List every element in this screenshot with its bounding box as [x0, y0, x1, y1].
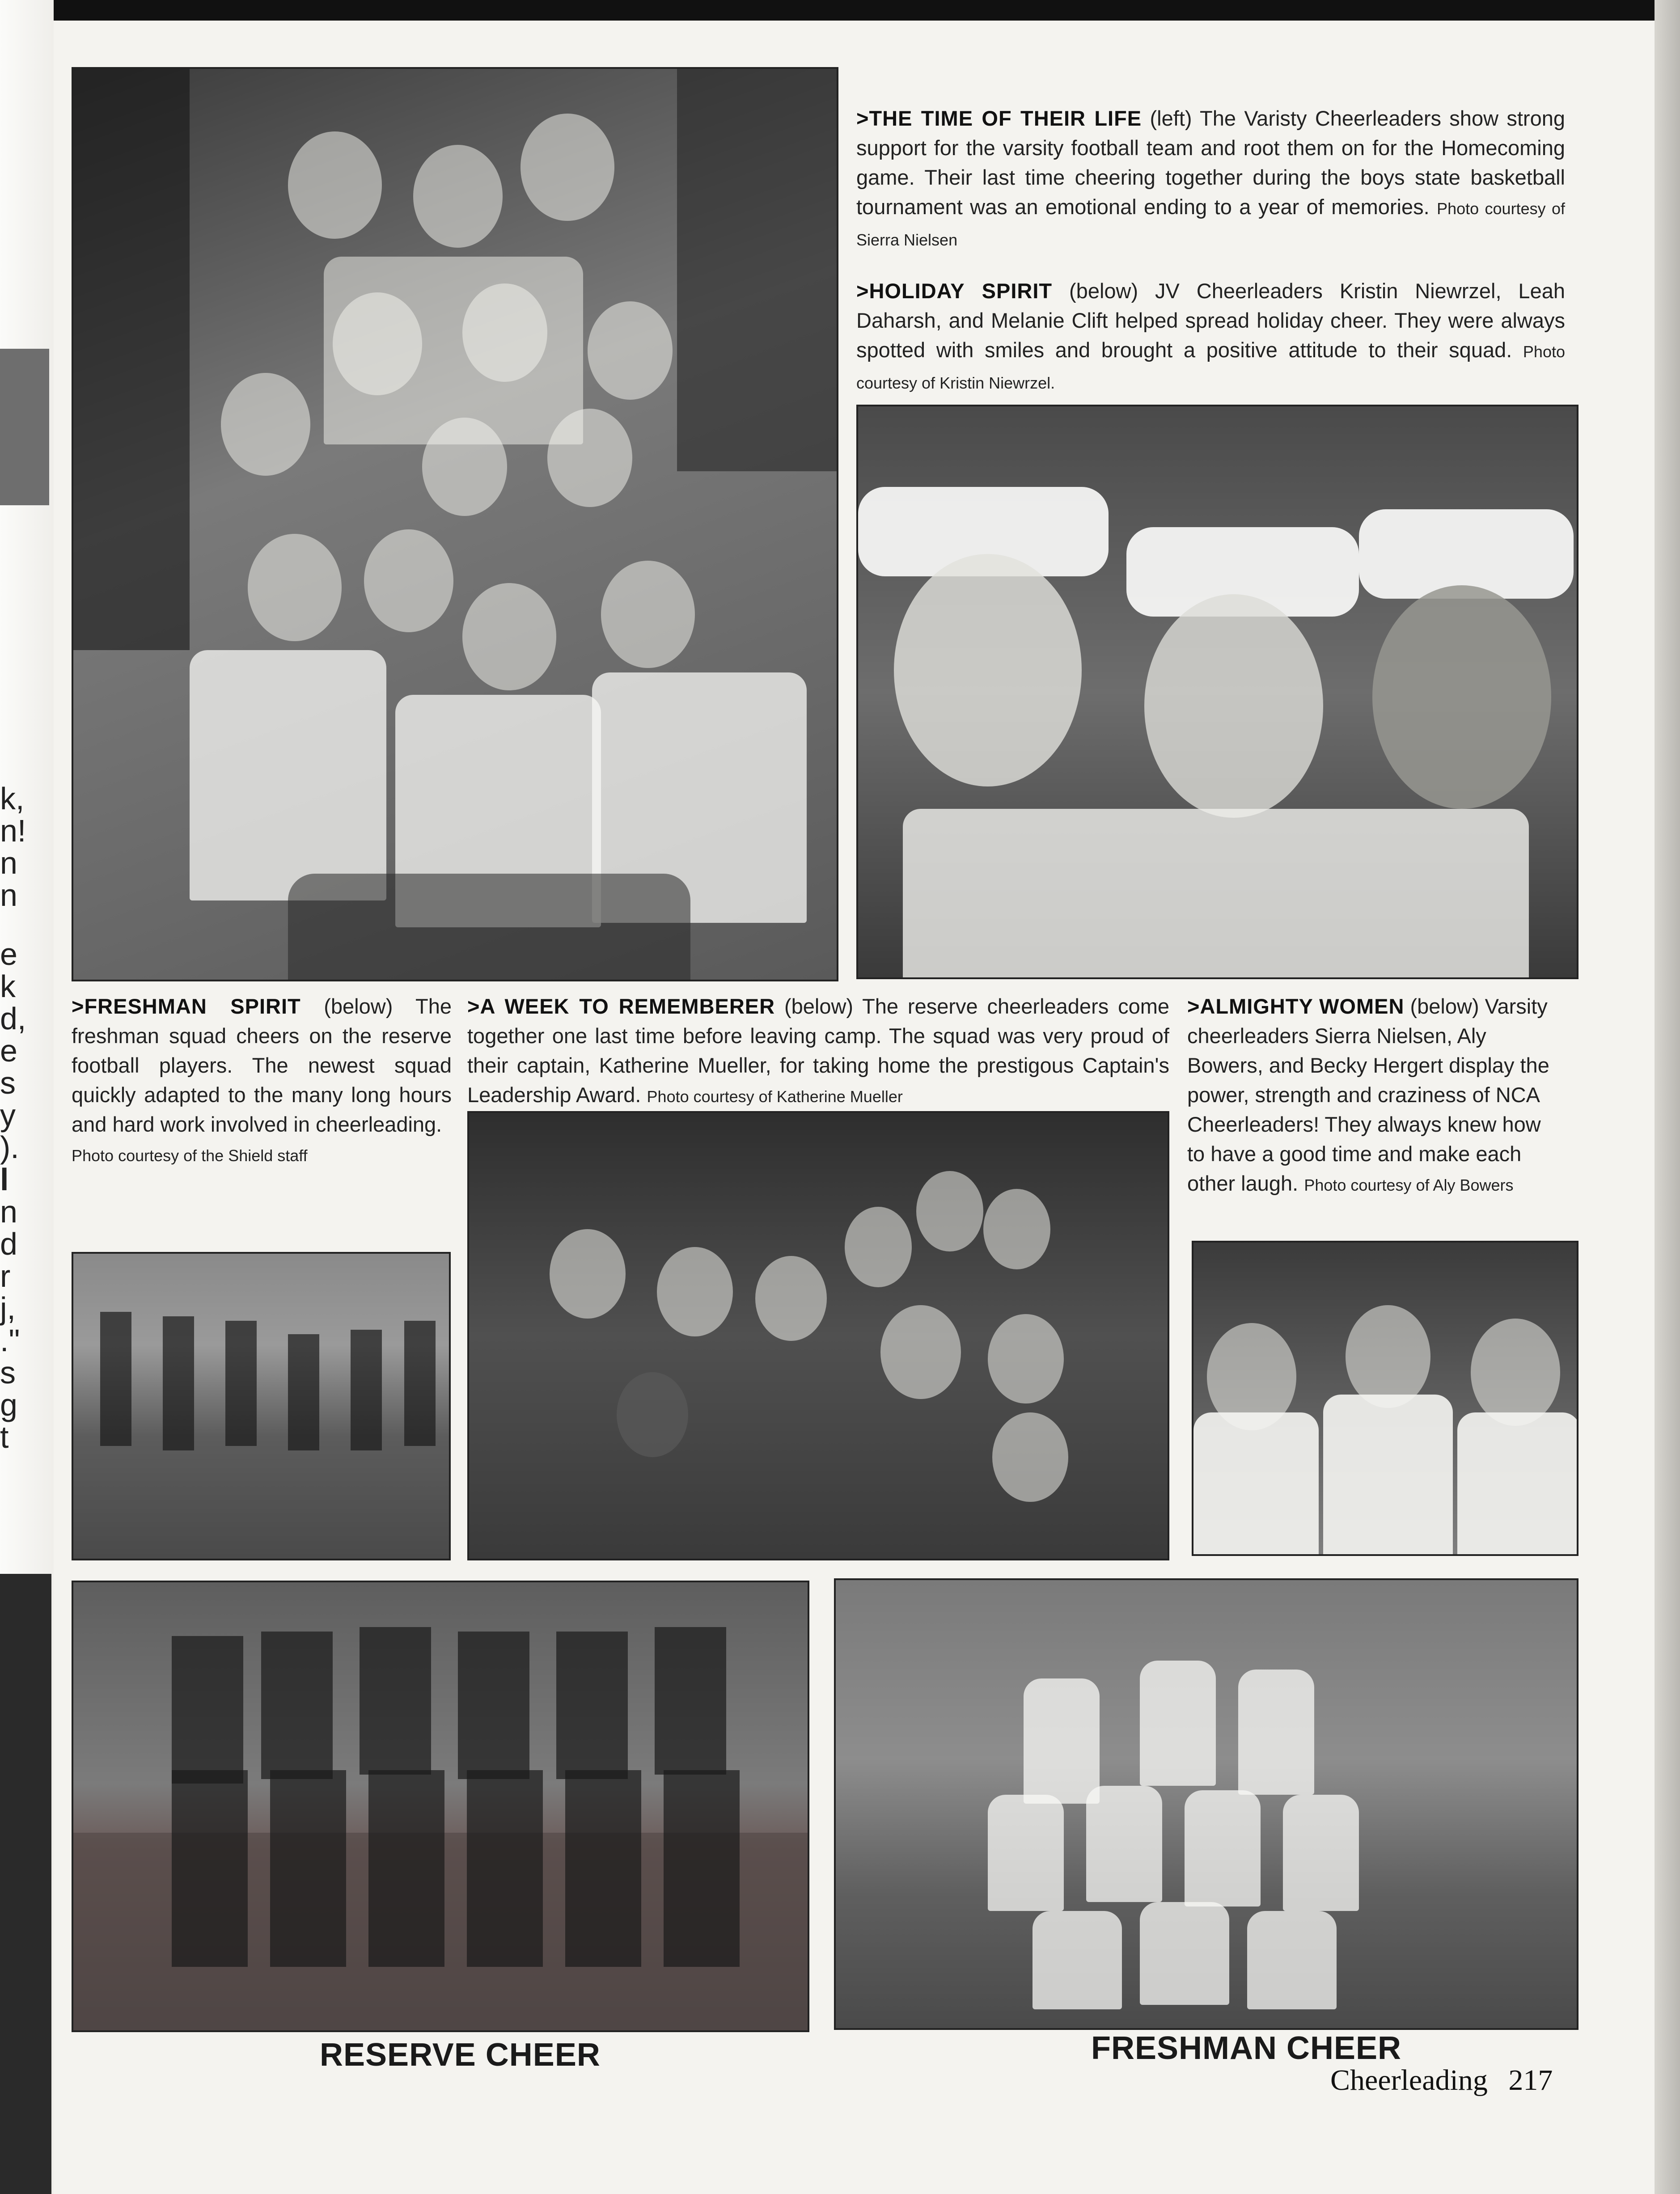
page-binding-edge [1655, 0, 1680, 2194]
caption-week-to-remember [467, 992, 1169, 1112]
facing-page-tab-upper [0, 349, 49, 505]
fragment: k, [0, 781, 25, 816]
caption-body: (left) The Varisty Cheerleaders show strong support for the varsity football team and root them on for the Homecoming game. Their last time cheering together during the boys state basketball tournament was an emotional ending to a year of memories. [856, 106, 1565, 219]
caption-freshman-spirit [72, 992, 452, 1171]
photo-credit: Photo courtesy of Katherine Mueller [647, 1087, 903, 1106]
caption-heading: >FRESHMAN SPIRIT [72, 994, 301, 1018]
fragment: n [0, 878, 17, 913]
photo-credit: Photo courtesy of Kristin Niewrzel. [856, 342, 1565, 392]
caption-body: (below) Varsity cheerleaders Sierra Nielsen, Aly Bowers, and Becky Hergert display the power, strength and craziness of NCA Cheerleaders! They always knew how to have a good time and make each other laugh. [1187, 994, 1549, 1195]
caption-heading: >ALMIGHTY WOMEN [1187, 994, 1405, 1018]
photo-credit: Photo courtesy of Aly Bowers [1304, 1176, 1514, 1194]
facing-page-text-fragments [0, 782, 31, 1453]
fragment: n [0, 845, 17, 880]
caption-almighty-women [1187, 992, 1561, 1200]
fragment: e [0, 1033, 17, 1068]
almighty-women-photo [1192, 1241, 1578, 1556]
caption-heading: >HOLIDAY SPIRIT [856, 279, 1053, 303]
reserve-cheer-team-photo [72, 1581, 809, 2032]
fragment: t [0, 1420, 9, 1454]
camp-group-photo [467, 1111, 1169, 1560]
freshman-spirit-photo [72, 1252, 451, 1560]
photo-credit: Photo courtesy of the Shield staff [72, 1146, 308, 1165]
freshman-cheer-team-photo [834, 1578, 1578, 2030]
fragment: g [0, 1387, 17, 1422]
freshman-cheer-title: FRESHMAN CHEER [1091, 2030, 1402, 2066]
caption-body: (below) The reserve cheerleaders come together one last time before leaving camp. The squad was very proud of their captain, Katherine Mueller, for taking home the prestigous Captain's Leadership Award. [467, 994, 1170, 1107]
fragment: n [0, 1194, 17, 1229]
reserve-cheer-title: RESERVE CHEER [320, 2037, 601, 2073]
caption-heading: >THE TIME OF THEIR LIFE [856, 106, 1142, 130]
fragment: d, [0, 1001, 26, 1036]
holiday-cheer-photo [856, 405, 1578, 979]
fragment: ). [0, 1130, 19, 1165]
caption-heading: >A WEEK TO REMEMBERER [467, 994, 775, 1018]
varsity-homecoming-photo [72, 67, 838, 981]
caption-time-of-their-life [856, 104, 1565, 255]
fragment: y [0, 1098, 16, 1133]
page-number: 217 [1508, 2064, 1553, 2097]
fragment: l [0, 1162, 9, 1197]
fragment: s [0, 1065, 16, 1100]
fragment: r [0, 1259, 11, 1294]
fragment: s [0, 1355, 16, 1390]
caption-body: (below) JV Cheerleaders Kristin Niewrzel, Leah Daharsh, and Melanie Clift helped spread holiday cheer. They were always spotted with smiles and brought a positive attitude to their squad. [856, 279, 1565, 362]
fragment: ." [0, 1323, 20, 1358]
fragment: d [0, 1226, 17, 1261]
page-folio [1330, 2063, 1553, 2097]
photo-credit: Photo courtesy of Sierra Nielsen [856, 199, 1565, 249]
caption-holiday-spirit [856, 276, 1565, 398]
fragment: n! [0, 813, 26, 848]
fragment: e [0, 937, 17, 972]
top-border [0, 0, 1680, 21]
folio-section: Cheerleading [1330, 2064, 1488, 2097]
caption-body: (below) The freshman squad cheers on the reserve football players. The newest squad quickly adapted to the many long hours and hard work involved in cheerleading. [72, 994, 452, 1136]
fragment: k [0, 969, 16, 1004]
facing-page-tab-lower [0, 1574, 51, 2194]
fragment: j, [0, 1291, 16, 1326]
